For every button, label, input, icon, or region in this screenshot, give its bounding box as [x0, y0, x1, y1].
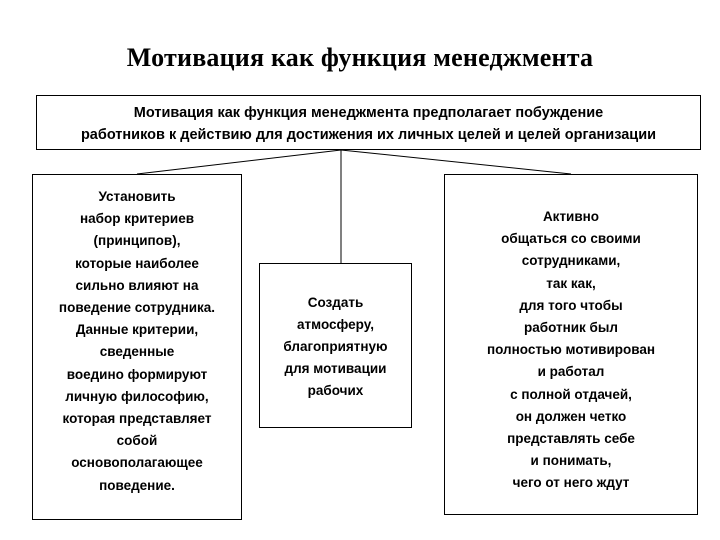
criteria-line: воедино формируют — [66, 366, 208, 382]
definition-line: Мотивация как функция менеджмента предполагает побуждение — [133, 105, 604, 121]
criteria-line: набор критериев — [79, 211, 195, 227]
communication-line: полностью мотивирован — [486, 342, 656, 358]
communication-line: и работал — [537, 364, 605, 380]
criteria-line: собой — [116, 433, 158, 449]
criteria-line: сильно влияют на — [75, 277, 199, 293]
criteria-line: Данные критерии, — [75, 322, 199, 338]
page-title: Мотивация как функция менеджмента — [126, 43, 594, 72]
communication-line: и понимать, — [530, 453, 612, 469]
atmosphere-line: для мотивации — [284, 361, 387, 376]
communication-line: так как, — [546, 275, 596, 291]
criteria-line: (принципов), — [93, 233, 181, 249]
criteria-line: которые наиболее — [75, 255, 199, 271]
criteria-line: основополагающее — [71, 455, 203, 471]
atmosphere-line: благоприятную — [283, 339, 388, 354]
criteria-line: Установить — [98, 189, 176, 204]
atmosphere-box — [259, 263, 412, 428]
definition-box — [36, 95, 701, 150]
communication-line: чего от него ждут — [512, 475, 630, 491]
communication-line: для того чтобы — [519, 297, 623, 313]
communication-line: работник был — [523, 320, 619, 336]
communication-line: Активно — [542, 209, 600, 224]
criteria-line: поведение сотрудника. — [58, 300, 216, 316]
communication-line: с полной отдачей, — [510, 386, 632, 402]
connector-to-left-box — [137, 150, 341, 174]
definition-line: работников к действию для достижения их личных целей и целей организации — [80, 127, 657, 143]
communication-line: общаться со своими — [501, 231, 641, 247]
criteria-line: сведенные — [99, 344, 175, 360]
communication-line: сотрудниками, — [521, 253, 621, 269]
communication-box — [444, 174, 698, 515]
atmosphere-line: Создать — [307, 295, 364, 310]
criteria-line: которая представляет — [62, 411, 212, 427]
criteria-box — [32, 174, 242, 520]
criteria-line: личную философию, — [65, 388, 209, 404]
atmosphere-line: атмосферу, — [297, 317, 374, 332]
communication-line: представлять себе — [507, 431, 635, 447]
atmosphere-line: рабочих — [307, 383, 364, 398]
criteria-line: поведение. — [99, 477, 175, 493]
connector-to-right-box — [341, 150, 571, 174]
communication-line: он должен четко — [515, 408, 627, 424]
